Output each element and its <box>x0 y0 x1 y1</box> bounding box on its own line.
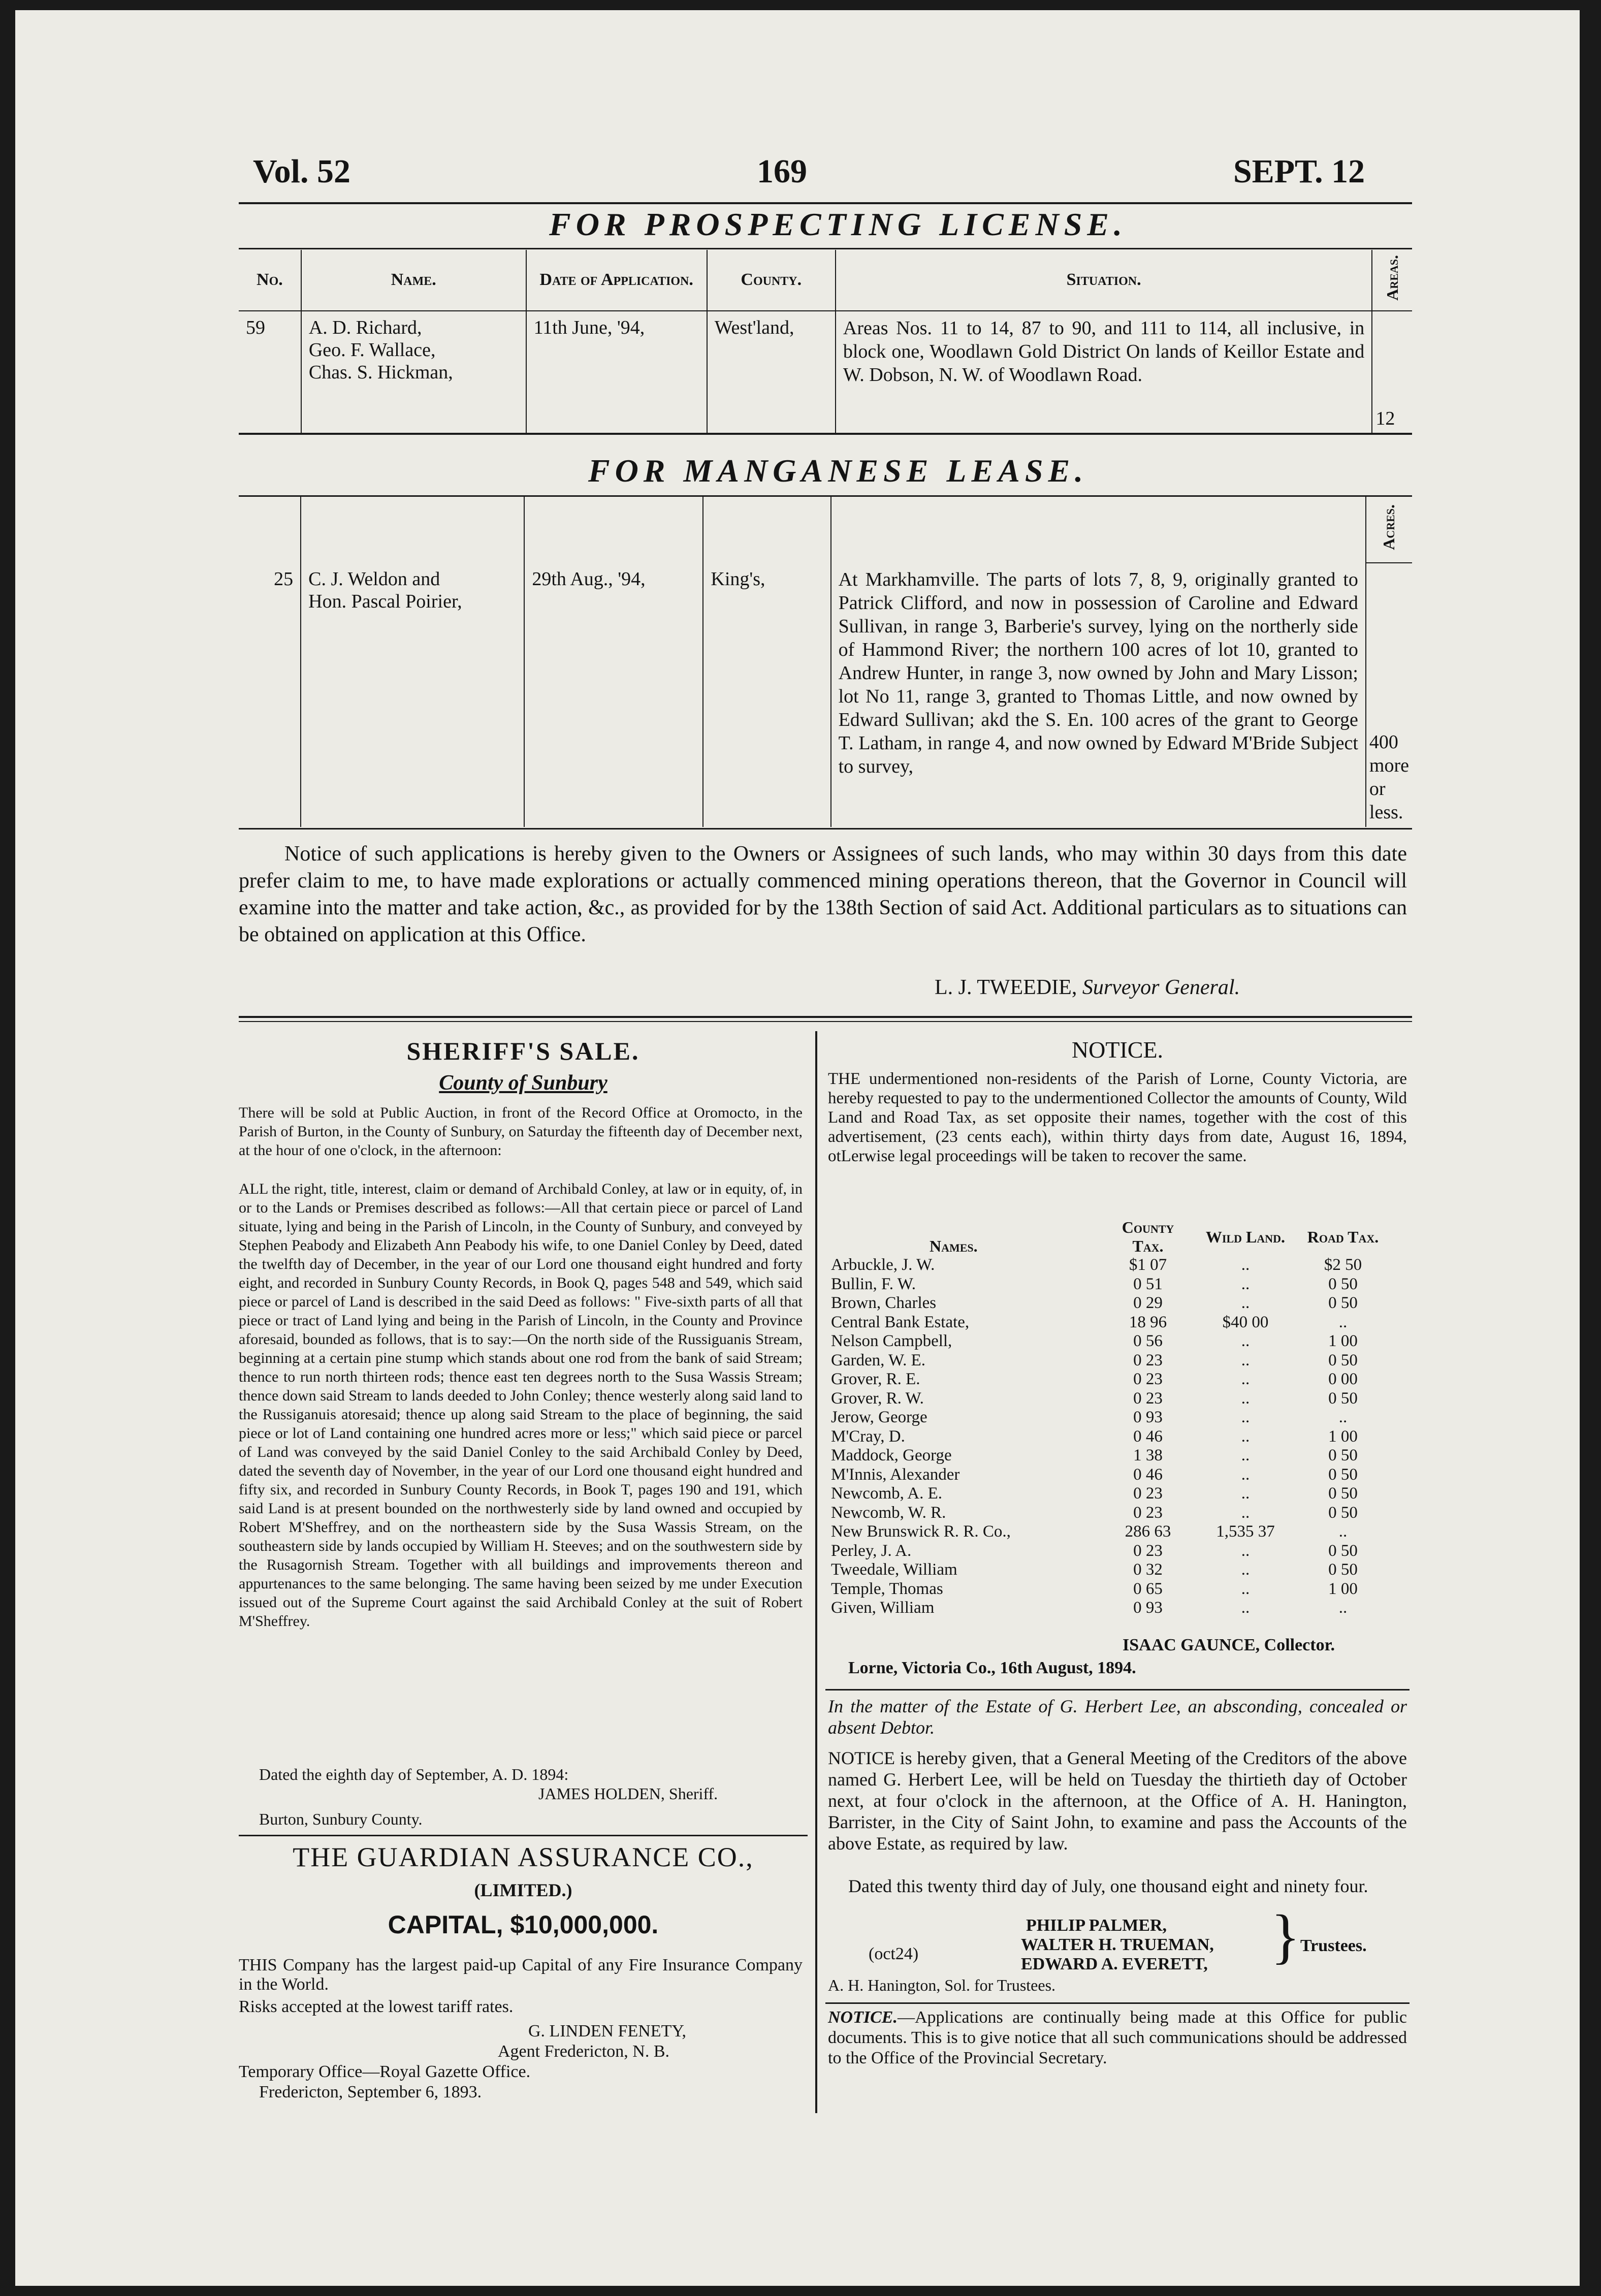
guardian-office: Temporary Office—Royal Gazette Office. <box>239 2062 531 2081</box>
trustees-brace: } <box>1271 1902 1300 1970</box>
tax-cell-name: Newcomb, A. E. <box>831 1484 943 1503</box>
tax-cell-road: 1 00 <box>1328 1332 1358 1350</box>
manganese-title: FOR MANGANESE LEASE. <box>588 453 1088 489</box>
tax-cell-wild: .. <box>1241 1503 1250 1522</box>
tax-cell-county: 0 46 <box>1133 1427 1163 1446</box>
tax-cell-name: Arbuckle, J. W. <box>831 1256 935 1274</box>
tax-col-county: County Tax. <box>1122 1218 1174 1255</box>
tax-row <box>828 1522 1387 1542</box>
tax-cell-wild: .. <box>1241 1294 1250 1312</box>
tax-cell-county: 0 23 <box>1133 1370 1163 1388</box>
tax-row <box>828 1370 1387 1389</box>
guardian-limited: (LIMITED.) <box>474 1880 572 1900</box>
tax-cell-county: 0 23 <box>1133 1351 1163 1369</box>
lee-trustees-label: Trustees. <box>1300 1936 1367 1955</box>
tax-cell-road: $2 50 <box>1324 1256 1362 1274</box>
tax-cell-county: 0 65 <box>1133 1579 1163 1598</box>
tax-row <box>828 1332 1387 1351</box>
rule <box>239 433 1412 435</box>
tax-cell-road: .. <box>1338 1599 1348 1617</box>
tax-cell-road: .. <box>1338 1313 1348 1331</box>
tax-row <box>828 1465 1387 1485</box>
tax-cell-wild: .. <box>1241 1408 1250 1426</box>
lee-trustees: PHILIP PALMER, WALTER H. TRUEMAN, EDWARD A. EVERETT, <box>1021 1916 1214 1973</box>
tax-cell-wild: .. <box>1241 1484 1250 1503</box>
prospecting-title: FOR PROSPECTING LICENSE. <box>549 206 1127 242</box>
tax-cell-name: Grover, R. W. <box>831 1389 924 1408</box>
row-names: A. D. Richard, Geo. F. Wallace, Chas. S. Hickman, <box>301 311 526 433</box>
docs-notice: NOTICE.—Applications are continually being made at this Office for public documents. This is to give notice that all such communications should be addressed to the Office of the Provincial Secretary. <box>828 2008 1407 2067</box>
tax-cell-road: 0 00 <box>1328 1370 1358 1388</box>
lee-solicitor: A. H. Hanington, Sol. for Trustees. <box>828 1976 1056 1994</box>
lee-text: NOTICE is hereby given, that a General Meeting of the Creditors of the above named G. Herbert Lee, will be held on Tuesday the thirtieth day of October next, at four o'clock in the afternoon, at the Office of A. H. Hanington, Barrister, in the City of Saint John, to examine and pass the Accounts of the above Estate, as required by law. <box>828 1748 1407 1854</box>
row-names: C. J. Weldon and Hon. Pascal Poirier, <box>301 563 524 827</box>
tax-row <box>828 1313 1387 1332</box>
row-date: 29th Aug., '94, <box>524 563 703 827</box>
tax-cell-county: 0 23 <box>1133 1484 1163 1503</box>
tax-cell-road: 0 50 <box>1328 1351 1358 1369</box>
rule <box>825 2002 1410 2004</box>
tax-cell-name: Maddock, George <box>831 1446 952 1464</box>
tax-cell-wild: .. <box>1241 1465 1250 1484</box>
col-county: County. <box>707 250 836 311</box>
sheriff-title: SHERIFF'S SALE. <box>406 1037 640 1065</box>
tax-cell-wild: .. <box>1241 1370 1250 1388</box>
tax-cell-wild: .. <box>1241 1599 1250 1617</box>
issue-date: SEPT. 12 <box>1233 153 1365 190</box>
tax-cell-wild: .. <box>1241 1427 1250 1446</box>
tax-cell-county: 0 93 <box>1133 1599 1163 1617</box>
tax-cell-road: 0 50 <box>1328 1294 1358 1312</box>
tax-cell-name: Nelson Campbell, <box>831 1332 952 1350</box>
section-rule <box>239 1016 1412 1018</box>
guardian-agent-name: G. LINDEN FENETY, <box>528 2022 687 2040</box>
manganese-table <box>239 497 1412 827</box>
sheriff-county: County of Sunbury <box>439 1071 607 1095</box>
tax-cell-wild: .. <box>1241 1446 1250 1464</box>
tax-row <box>828 1427 1387 1447</box>
tax-cell-county: 286 63 <box>1125 1522 1171 1541</box>
newspaper-page <box>15 10 1580 2286</box>
tax-cell-wild: .. <box>1241 1274 1250 1293</box>
tax-cell-name: Garden, W. E. <box>831 1351 926 1369</box>
lee-dated: Dated this twenty third day of July, one thousand eight and ninety four. <box>848 1876 1368 1896</box>
sheriff-signer: JAMES HOLDEN, Sheriff. <box>538 1784 718 1803</box>
tax-cell-road: 0 50 <box>1328 1446 1358 1464</box>
guardian-body: THIS Company has the largest paid-up Capital of any Fire Insurance Company in the World. <box>239 1956 803 1994</box>
rule <box>239 828 1412 830</box>
tax-cell-name: Grover, R. E. <box>831 1370 920 1388</box>
notice-signature: L. J. TWEEDIE, Surveyor General. <box>935 976 1240 999</box>
tax-row <box>828 1389 1387 1409</box>
rule <box>239 248 1412 249</box>
tax-row <box>828 1446 1387 1465</box>
rule <box>239 1835 808 1836</box>
tax-row <box>828 1275 1387 1294</box>
rule <box>825 1689 1410 1691</box>
lee-heading: In the matter of the Estate of G. Herbert Lee, an absconding, concealed or absent Debtor. <box>828 1696 1407 1738</box>
tax-row <box>828 1408 1387 1427</box>
tax-cell-county: 0 46 <box>1133 1465 1163 1484</box>
tax-cell-name: Central Bank Estate, <box>831 1313 970 1331</box>
tax-row <box>828 1560 1387 1580</box>
tax-cell-name: Brown, Charles <box>831 1294 937 1312</box>
tax-cell-name: Tweedale, William <box>831 1560 957 1579</box>
guardian-agent-title: Agent Fredericton, N. B. <box>498 2042 670 2061</box>
tax-row <box>828 1256 1387 1275</box>
col-date: Date of Application. <box>526 250 707 311</box>
tax-cell-road: 1 00 <box>1328 1579 1358 1598</box>
row-acres: 400 more or less. <box>1366 563 1412 827</box>
tax-cell-name: New Brunswick R. R. Co., <box>831 1522 1011 1541</box>
col-areas: Areas. <box>1372 250 1412 311</box>
sheriff-body: ALL the right, title, interest, claim or demand of Archibald Conley, at law or in equity, of, in or to the Lands or Premises described as follows:—All that certain piece or parcel of Land situate, lying and being in the Parish of Lincoln, in the County of Sunbury, and conveyed by Stephen Peabody and Elizabeth Ann Peabody his wife, to one Daniel Conley by Deed, dated the twelfth day of December, in the year of our Lord one thousand eight hundred and forty eight, and recorded in Sunbury County Records, in Book Q, pages 548 and 549, which said piece or parcel of Land is described in the said Deed as follows: " Five-sixth parts of all that piece or tract of Land lying and being in the Parish of Lincoln, in the County and Province aforesaid, bounded as follows, that is to say:—On the north side of the Russiguanis Stream, beginning at a certain pine stump which stands about one rod from the bank of said Stream; thence to run north thirteen rods; thence east ten degrees north to the Susa Wassis Stream; thence down said Stream to lands deeded to John Conley; thence westerly along said land to the Russiganuis atoresaid; thence up along said Stream to the place of beginning, the said piece or lot of Land containing one hundred acres more or less;" which said piece or parcel of Land was conveyed by the said Daniel Conley to the said Archibald Conley by Deed, dated the seventh day of November, in the year of our Lord one thousand eight hundred and fifty six, and recorded in Sunbury County Records, in Book T, pages 190 and 191, which said Land is at present bounded on the northwesterly side by land owned and occupied by Robert M'Sheffrey, and on the northeastern side by the Susa Wassis Stream, on the southeastern side by lands occupied by William H. Steeves; and on the southwestern side by the Rusagornish Stream. Together with all buildings and improvements thereon and appurtenances to the same belonging. The same having been seized by me under Execution issued out of the Supreme Court against the said Archibald Conley at the suit of Robert M'Sheffrey. <box>239 1181 803 1630</box>
tax-cell-county: $1 07 <box>1129 1256 1167 1274</box>
tax-cell-road: 0 50 <box>1328 1465 1358 1484</box>
row-situation: Areas Nos. 11 to 14, 87 to 90, and 111 to 114, all inclusive, in block one, Woodlawn Gold District On lands of Keillor Estate and W. Dobson, N. W. of Woodlawn Road. <box>836 311 1372 433</box>
guardian-risks: Risks accepted at the lowest tariff rates. <box>239 1997 514 2016</box>
tax-cell-road: 0 50 <box>1328 1560 1358 1579</box>
col-no: No. <box>239 250 301 311</box>
tax-cell-name: Bullin, F. W. <box>831 1274 916 1293</box>
tax-cell-name: Given, William <box>831 1599 935 1617</box>
page-number: 169 <box>757 153 807 190</box>
tax-cell-wild: .. <box>1241 1560 1250 1579</box>
tax-cell-county: 18 96 <box>1129 1313 1167 1331</box>
tax-cell-wild: 1,535 37 <box>1216 1522 1275 1541</box>
tax-cell-county: 1 38 <box>1133 1446 1163 1464</box>
top-rule <box>239 202 1412 204</box>
tax-row <box>828 1599 1387 1618</box>
tax-cell-road: .. <box>1338 1522 1348 1541</box>
tax-cell-county: 0 32 <box>1133 1560 1163 1579</box>
tax-col-names: Names. <box>930 1237 978 1255</box>
row-situation: At Markhamville. The parts of lots 7, 8, 9, originally granted to Patrick Clifford, and now in possession of Caroline and Edward Sullivan, in range 3, Barberie's survey, lying on the northerly side of Hammond River; the northern 100 acres of lot 10, granted to Andrew Hunter, in range 3, now owned by John and Mary Lisson; lot No 11, range 3, granted to Thomas Little, and now owned by Edward Sullivan; akd the S. En. 100 acres of the grant to George T. Latham, in range 4, and now owned by Edward M'Bride Subject to survey, <box>831 563 1366 827</box>
lorne-collector: ISAAC GAUNCE, Collector. <box>1123 1636 1335 1654</box>
prospecting-table <box>239 250 1412 433</box>
tax-cell-name: Perley, J. A. <box>831 1541 912 1560</box>
tax-cell-wild: .. <box>1241 1389 1250 1408</box>
guardian-capital: CAPITAL, $10,000,000. <box>388 1910 659 1939</box>
tax-cell-wild: .. <box>1241 1256 1250 1274</box>
tax-cell-road: 0 50 <box>1328 1541 1358 1560</box>
tax-cell-county: 0 29 <box>1133 1294 1163 1312</box>
tax-cell-county: 0 23 <box>1133 1541 1163 1560</box>
tax-cell-county: 0 93 <box>1133 1408 1163 1426</box>
tax-cell-road: 0 50 <box>1328 1484 1358 1503</box>
tax-cell-county: 0 56 <box>1133 1332 1163 1350</box>
col-name: Name. <box>301 250 526 311</box>
row-areas: 12 <box>1372 311 1412 433</box>
tax-cell-name: Newcomb, W. R. <box>831 1503 946 1522</box>
lorne-title: NOTICE. <box>1071 1037 1164 1063</box>
tax-cell-road: 0 50 <box>1328 1503 1358 1522</box>
sheriff-place: Burton, Sunbury County. <box>259 1810 423 1828</box>
volume-label: Vol. 52 <box>253 153 350 190</box>
tax-row <box>828 1484 1387 1504</box>
row-no: 59 <box>246 316 265 338</box>
main-notice: Notice of such applications is hereby given to the Owners or Assignees of such lands, who may within 30 days from this date prefer claim to me, to have made explorations or actually commenced mining operations thereon, that the Governor in Council will examine into the matter and take action, &c., as provided for by the 138th Section of said Act. Additional particulars as to situations can be obtained on application at this Office. <box>239 842 1407 946</box>
row-date: 11th June, '94, <box>526 311 707 433</box>
tax-cell-road: 1 00 <box>1328 1427 1358 1446</box>
tax-cell-road: 0 50 <box>1328 1389 1358 1408</box>
lee-code: (oct24) <box>869 1944 919 1963</box>
tax-cell-wild: .. <box>1241 1579 1250 1598</box>
column-divider <box>815 1031 817 2113</box>
tax-row <box>828 1504 1387 1523</box>
lorne-text: THE undermentioned non-residents of the Parish of Lorne, County Victoria, are hereby requested to pay to the undermentioned Collector the amounts of County, Wild Land and Road Tax, as set opposite their names, together with the cost of this advertisement, (23 cents each), within thirty days from date, August 16, 1894, otLerwise legal proceedings will be taken to recover the same. <box>828 1070 1407 1165</box>
tax-cell-name: Temple, Thomas <box>831 1579 943 1598</box>
tax-cell-county: 0 23 <box>1133 1503 1163 1522</box>
tax-cell-county: 0 23 <box>1133 1389 1163 1408</box>
row-county: King's, <box>703 563 830 827</box>
tax-cell-name: Jerow, George <box>831 1408 927 1426</box>
tax-col-road: Road Tax. <box>1307 1227 1379 1246</box>
tax-cell-county: 0 51 <box>1133 1274 1163 1293</box>
tax-cell-wild: .. <box>1241 1332 1250 1350</box>
tax-row <box>828 1580 1387 1599</box>
tax-cell-wild: $40 00 <box>1222 1313 1269 1331</box>
tax-cell-name: M'Cray, D. <box>831 1427 905 1446</box>
tax-cell-road: .. <box>1338 1408 1348 1426</box>
guardian-date: Fredericton, September 6, 1893. <box>259 2083 482 2101</box>
col-acres: Acres. <box>1366 497 1412 563</box>
tax-cell-name: M'Innis, Alexander <box>831 1465 960 1484</box>
tax-cell-wild: .. <box>1241 1351 1250 1369</box>
sheriff-intro: There will be sold at Public Auction, in front of the Record Office at Oromocto, in the Parish of Burton, in the County of Sunbury, on Saturday the fifteenth day of December next, at the hour of one o'clock, in the afternoon: <box>239 1104 803 1159</box>
col-situation: Situation. <box>836 250 1372 311</box>
tax-row <box>828 1294 1387 1313</box>
sheriff-dated: Dated the eighth day of September, A. D. 1894: <box>259 1765 569 1783</box>
tax-col-wild: Wild Land. <box>1205 1227 1286 1246</box>
row-no: 25 <box>274 568 294 590</box>
guardian-title: THE GUARDIAN ASSURANCE CO., <box>293 1842 754 1872</box>
tax-row <box>828 1351 1387 1370</box>
tax-cell-road: 0 50 <box>1328 1274 1358 1293</box>
tax-cell-wild: .. <box>1241 1541 1250 1560</box>
tax-table <box>828 1218 1387 1618</box>
row-county: West'land, <box>707 311 836 433</box>
section-rule <box>239 1021 1412 1022</box>
tax-row <box>828 1542 1387 1561</box>
lorne-place-date: Lorne, Victoria Co., 16th August, 1894. <box>848 1659 1136 1677</box>
